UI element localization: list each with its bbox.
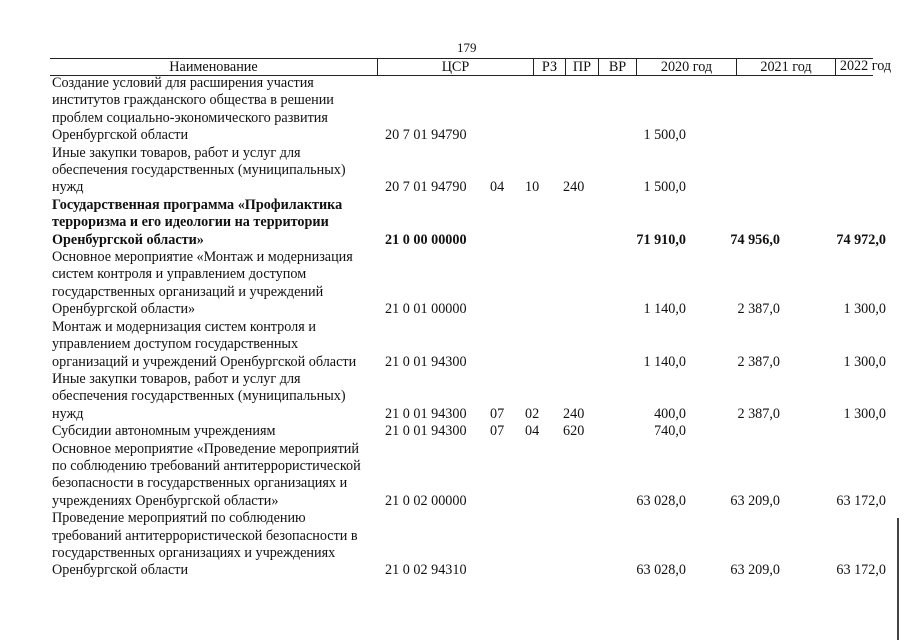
table-row-program [52, 197, 892, 249]
row-rz: 07 [490, 405, 505, 422]
row-csr: 20 7 01 94790 [385, 127, 467, 144]
row-rz: 04 [490, 179, 505, 196]
row-name: Государственная программа «Профилактика терроризма и его идеологии на территории Оренбургской области» [52, 196, 343, 248]
row-2020: 1 500,0 [643, 127, 686, 144]
row-2020: 63 028,0 [636, 562, 686, 579]
row-csr: 21 0 01 94300 [385, 353, 467, 370]
table-row [52, 249, 892, 319]
table-row [52, 441, 892, 511]
table-body [52, 75, 892, 580]
page-number: 179 [457, 40, 477, 55]
row-2022: 1 300,0 [843, 405, 886, 422]
row-name: Монтаж и модернизация систем контроля и управлением доступом государственных организаций и учреждений Оренбургской области [52, 318, 357, 370]
row-name: Основное мероприятие «Монтаж и модернизация систем контроля и управлением доступом государственных организаций и учреждений Оренбургской области» [52, 249, 353, 318]
column-header-pr: ПР [565, 59, 598, 75]
row-csr: 21 0 02 00000 [385, 492, 467, 509]
row-2022: 1 300,0 [843, 301, 886, 318]
row-csr: 21 0 01 00000 [385, 301, 467, 318]
row-csr: 21 0 01 94300 [385, 423, 467, 440]
row-name: Иные закупки товаров, работ и услуг для обеспечения государственных (муниципальных) нужд [52, 144, 346, 196]
scan-edge-line [897, 518, 899, 640]
row-name: Иные закупки товаров, работ и услуг для обеспечения государственных (муниципальных) нужд [52, 370, 346, 422]
row-csr: 21 0 00 00000 [385, 231, 467, 248]
row-vr: 620 [563, 423, 585, 440]
table-row [52, 423, 892, 440]
column-header-csr: ЦСР [377, 59, 533, 75]
row-2021: 74 956,0 [730, 231, 780, 248]
table-row [52, 75, 892, 145]
row-name: Проведение мероприятий по соблюдению требований антитеррористической безопасности в государственных организациях и учреждениях Оренбургской области [52, 510, 358, 579]
column-header-2022: 2022 год [835, 58, 895, 74]
row-rz: 07 [490, 423, 505, 440]
row-vr: 240 [563, 405, 585, 422]
row-2020: 1 500,0 [643, 179, 686, 196]
table-row [52, 319, 892, 371]
row-2020: 71 910,0 [636, 231, 686, 248]
row-2020: 400,0 [654, 405, 686, 422]
row-2020: 1 140,0 [643, 301, 686, 318]
table-header [50, 58, 873, 76]
table-row [52, 510, 892, 580]
row-csr: 21 0 01 94300 [385, 405, 467, 422]
row-2021: 63 209,0 [730, 492, 780, 509]
row-csr: 21 0 02 94310 [385, 562, 467, 579]
column-header-2020: 2020 год [636, 59, 736, 75]
table-row [52, 145, 892, 197]
row-name: Создание условий для расширения участия институтов гражданского общества в решении проблем социально-экономического развития Оренбургской области [52, 75, 334, 144]
row-name: Субсидии автономным учреждениям [52, 423, 276, 440]
row-name: Основное мероприятие «Проведение мероприятий по соблюдению требований антитеррористической безопасности в государственных организациях и учреждениях Оренбургской области» [52, 440, 361, 509]
column-header-rz: РЗ [533, 59, 565, 75]
row-2021: 2 387,0 [737, 301, 780, 318]
row-pr: 10 [525, 179, 540, 196]
row-2022: 63 172,0 [836, 492, 886, 509]
row-2020: 740,0 [654, 423, 686, 440]
row-2021: 2 387,0 [737, 405, 780, 422]
row-csr: 20 7 01 94790 [385, 179, 467, 196]
row-2020: 63 028,0 [636, 492, 686, 509]
row-2020: 1 140,0 [643, 353, 686, 370]
column-header-name: Наименование [169, 59, 258, 75]
row-vr: 240 [563, 179, 585, 196]
table-row [52, 371, 892, 423]
row-2022: 63 172,0 [836, 562, 886, 579]
row-2022: 74 972,0 [836, 231, 886, 248]
column-header-2021: 2021 год [736, 59, 835, 75]
row-2022: 1 300,0 [843, 353, 886, 370]
row-pr: 04 [525, 423, 540, 440]
row-pr: 02 [525, 405, 540, 422]
row-2021: 63 209,0 [730, 562, 780, 579]
row-2021: 2 387,0 [737, 353, 780, 370]
column-header-vr: ВР [598, 59, 636, 75]
